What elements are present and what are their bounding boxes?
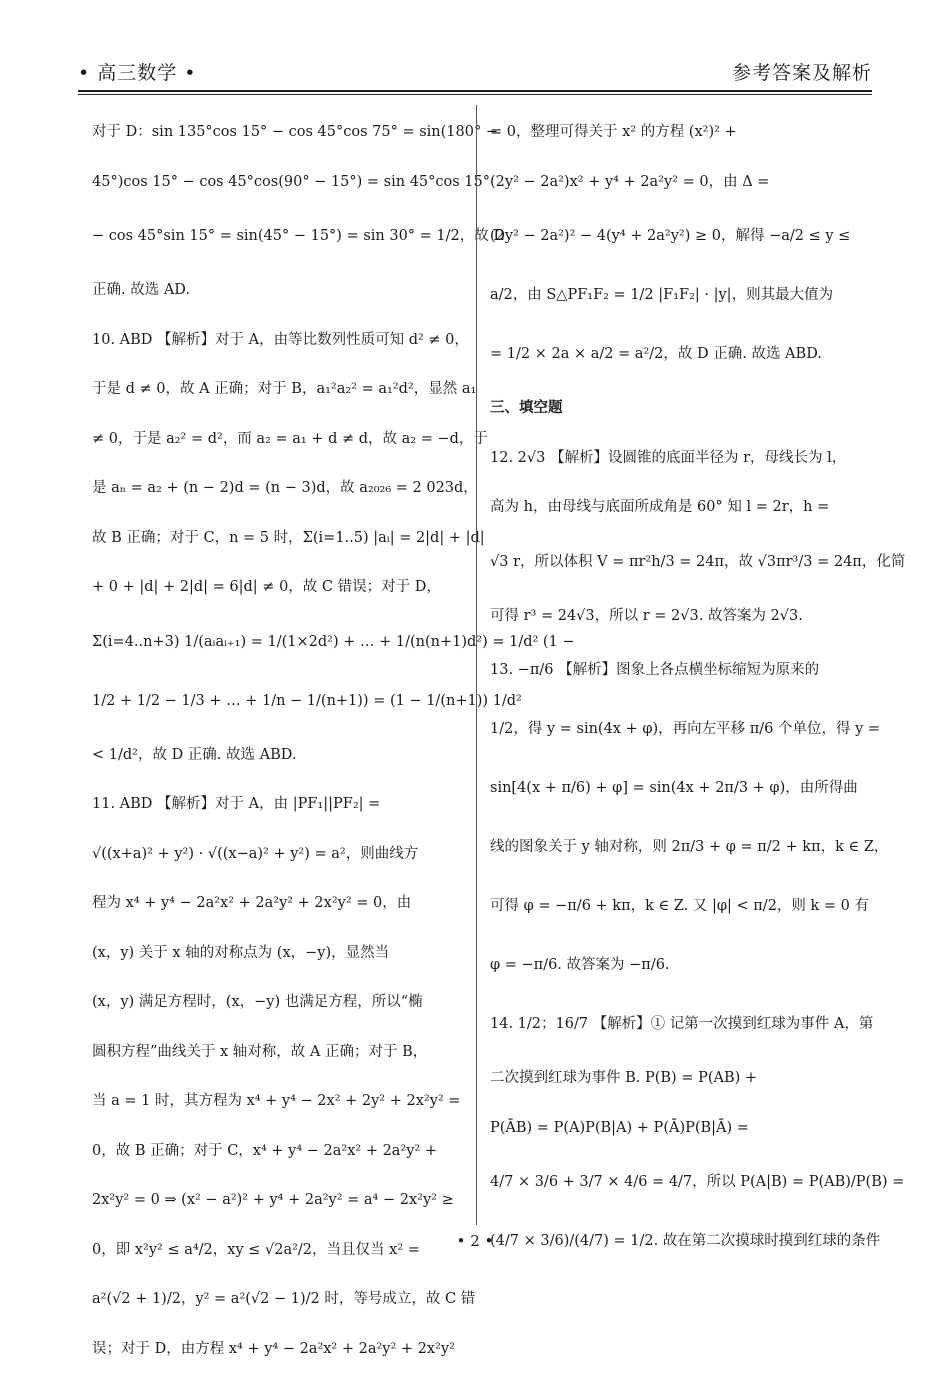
text-line: 二次摸到红球为事件 B. P(B) = P(AB) + bbox=[490, 1054, 874, 1104]
text-line: Σ(i=4..n+3) 1/(aᵢaᵢ₊₁) = 1/(1×2d²) + … + 1/(n(n+1)d²) = 1/d² (1 − bbox=[92, 613, 464, 672]
header-rule-thick bbox=[78, 90, 872, 92]
text-line: 13. −π/6 【解析】图象上各点横坐标缩短为原来的 bbox=[490, 641, 874, 700]
text-line: 14. 1/2；16/7 【解析】① 记第一次摸到红球为事件 A，第 bbox=[490, 995, 874, 1054]
text-line: 高为 h，由母线与底面所成角是 60° 知 l = 2r，h = bbox=[490, 483, 874, 533]
text-line: (2y² − 2a²)x² + y⁴ + 2a²y² = 0，由 Δ = bbox=[490, 158, 874, 208]
text-line: √((x+a)² + y²) · √((x−a)² + y²) = a²，则曲线方 bbox=[92, 830, 464, 880]
text-line: − cos 45°sin 15° = sin(45° − 15°) = sin 30° = 1/2，故 D bbox=[92, 207, 464, 266]
text-line: = 1/2 × 2a × a/2 = a²/2，故 D 正确. 故选 ABD. bbox=[490, 325, 874, 384]
text-line: (4/7 × 3/6)/(4/7) = 1/2. 故在第二次摸球时摸到红球的条件 bbox=[490, 1212, 874, 1271]
header-rule-thin bbox=[78, 94, 872, 95]
text-line: a²(√2 + 1)/2，y² = a²(√2 − 1)/2 时，等号成立，故 C 错 bbox=[92, 1275, 464, 1325]
text-line: = 0，整理可得关于 x² 的方程 (x²)² + bbox=[490, 108, 874, 158]
text-line: 可得 r³ = 24√3，所以 r = 2√3. 故答案为 2√3. bbox=[490, 592, 874, 642]
text-line: √3 r，所以体积 V = πr²h/3 = 24π，故 √3πr³/3 = 24π，化简 bbox=[490, 533, 874, 592]
text-line: 正确. 故选 AD. bbox=[92, 266, 464, 316]
right-column bbox=[490, 108, 874, 1271]
text-line: sin[4(x + π/6) + φ] = sin(4x + 2π/3 + φ)，由所得曲 bbox=[490, 759, 874, 818]
text-line: a/2，由 S△PF₁F₂ = 1/2 |F₁F₂| · |y|，则其最大值为 bbox=[490, 266, 874, 325]
text-line: 11. ABD 【解析】对于 A，由 |PF₁||PF₂| = bbox=[92, 780, 464, 830]
text-line: 于是 d ≠ 0，故 A 正确；对于 B，a₁²a₂² = a₁²d²，显然 a₁ bbox=[92, 365, 464, 415]
text-line: P(ĀB) = P(A)P(B|A) + P(Ā)P(B|Ā) = bbox=[490, 1104, 874, 1154]
text-line: 1/2，得 y = sin(4x + φ)，再向左平移 π/6 个单位，得 y = bbox=[490, 700, 874, 759]
text-line: + 0 + |d| + 2|d| = 6|d| ≠ 0，故 C 错误；对于 D， bbox=[92, 563, 464, 613]
page-header bbox=[78, 58, 872, 94]
text-line: < 1/d²，故 D 正确. 故选 ABD. bbox=[92, 731, 464, 781]
text-line: 当 a = 1 时，其方程为 x⁴ + y⁴ − 2x² + 2y² + 2x²y² = bbox=[92, 1077, 464, 1127]
text-line: 可得 φ = −π/6 + kπ，k ∈ Z. 又 |φ| < π/2，则 k = 0 有 bbox=[490, 877, 874, 936]
text-line: (x，y) 满足方程时，(x，−y) 也满足方程，所以“椭 bbox=[92, 978, 464, 1028]
text-line: 4/7 × 3/6 + 3/7 × 4/6 = 4/7，所以 P(A|B) = P(AB)/P(B) = bbox=[490, 1153, 874, 1212]
text-line: 45°)cos 15° − cos 45°cos(90° − 15°) = sin 45°cos 15° bbox=[92, 158, 464, 208]
text-line: 12. 2√3 【解析】设圆锥的底面半径为 r，母线长为 l， bbox=[490, 434, 874, 484]
text-line: (x，y) 关于 x 轴的对称点为 (x，−y)，显然当 bbox=[92, 929, 464, 979]
text-line: 1/2 + 1/2 − 1/3 + … + 1/n − 1/(n+1)) = (1 − 1/(n+1)) 1/d² bbox=[92, 672, 464, 731]
text-line: 是 aₙ = a₂ + (n − 2)d = (n − 3)d，故 a₂₀₂₆ = 2 023d， bbox=[92, 464, 464, 514]
text-line: ≠ 0，于是 a₂² = d²，而 a₂ = a₁ + d ≠ d，故 a₂ = −d，于 bbox=[92, 415, 464, 465]
header-subject: • 高三数学 • bbox=[78, 58, 197, 85]
text-line: (2y² − 2a²)² − 4(y⁴ + 2a²y²) ≥ 0，解得 −a/2 ≤ y ≤ bbox=[490, 207, 874, 266]
left-column bbox=[92, 108, 464, 1374]
text-line: 0，即 x²y² ≤ a⁴/2，xy ≤ √2a²/2，当且仅当 x² = bbox=[92, 1226, 464, 1276]
text-line: 2x²y² = 0 ⇒ (x² − a²)² + y⁴ + 2a²y² = a⁴ − 2x²y² ≥ bbox=[92, 1176, 464, 1226]
text-line: 对于 D：sin 135°cos 15° − cos 45°cos 75° = sin(180° − bbox=[92, 108, 464, 158]
header-doc-title: 参考答案及解析 bbox=[732, 58, 872, 85]
text-line: 线的图象关于 y 轴对称，则 2π/3 + φ = π/2 + kπ，k ∈ Z， bbox=[490, 818, 874, 877]
text-line: 程为 x⁴ + y⁴ − 2a²x² + 2a²y² + 2x²y² = 0，由 bbox=[92, 879, 464, 929]
text-line: 10. ABD 【解析】对于 A，由等比数列性质可知 d² ≠ 0， bbox=[92, 316, 464, 366]
section-heading: 三、填空题 bbox=[490, 384, 874, 434]
text-line: 故 B 正确；对于 C，n = 5 时，Σ(i=1..5) |aᵢ| = 2|d| + |d| bbox=[92, 514, 464, 564]
text-line: 误；对于 D，由方程 x⁴ + y⁴ − 2a²x² + 2a²y² + 2x²y² bbox=[92, 1325, 464, 1374]
text-line: 0，故 B 正确；对于 C，x⁴ + y⁴ − 2a²x² + 2a²y² + bbox=[92, 1127, 464, 1177]
text-line: 圆积方程”曲线关于 x 轴对称，故 A 正确；对于 B， bbox=[92, 1028, 464, 1078]
page-number: • 2 • bbox=[0, 1232, 950, 1250]
column-divider bbox=[476, 105, 477, 1225]
text-line: φ = −π/6. 故答案为 −π/6. bbox=[490, 936, 874, 995]
